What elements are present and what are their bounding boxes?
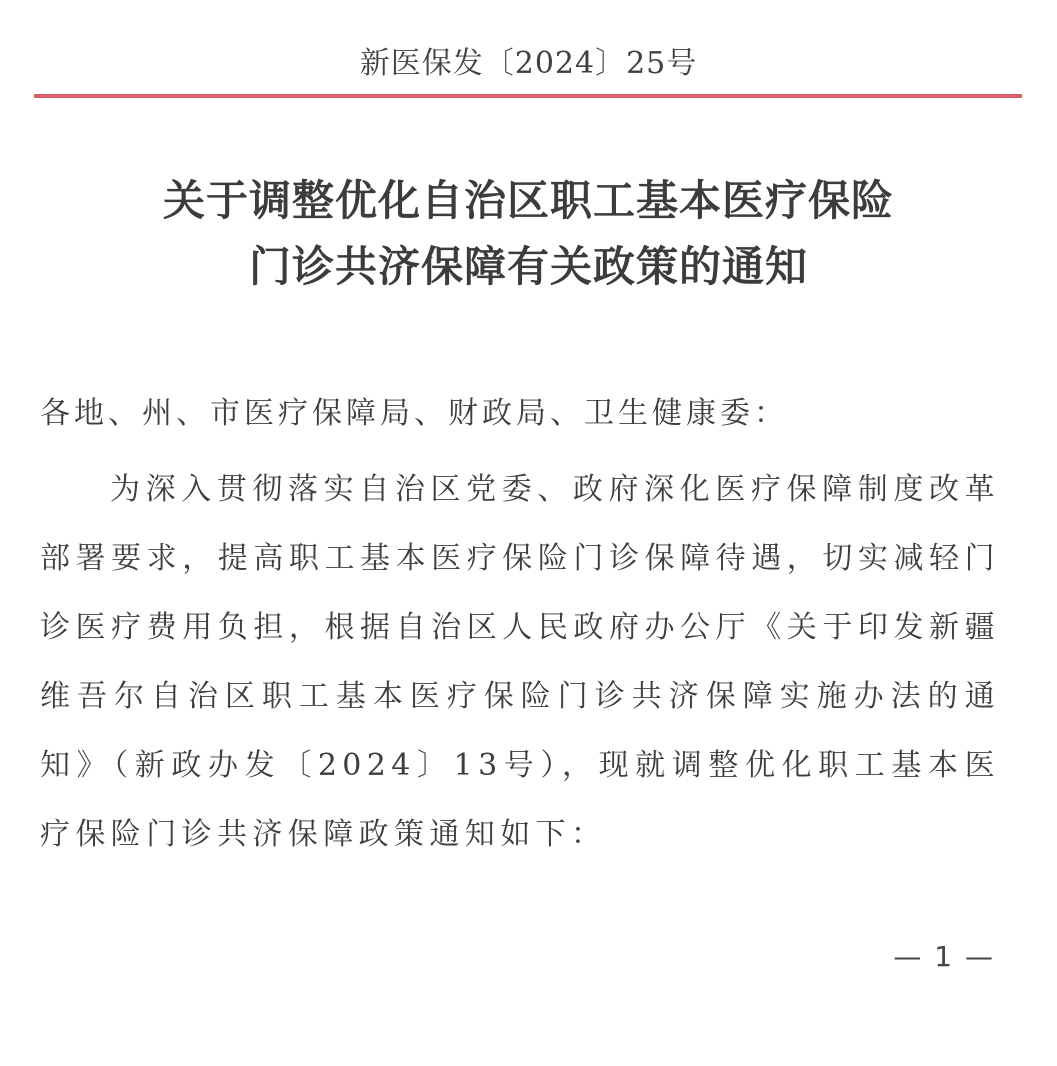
body-paragraph: 为深入贯彻落实自治区党委、政府深化医疗保障制度改革部署要求，提高职工基本医疗保险门诊保障待遇，切实减轻门诊医疗费用负担，根据自治区人民政府办公厅《关于印发新疆维吾尔自治区职工基本医疗保险门诊共济保障实施办法的通知》（新政办发〔2024〕13号），现就调整优化职工基本医疗保险门诊共济保障政策通知如下： [40,472,1000,852]
title-line-1: 关于调整优化自治区职工基本医疗保险 [162,176,894,225]
red-header-rule [34,94,1022,98]
document-title [0,168,1057,300]
page-number: — 1 — [893,940,995,973]
salutation: 各地、州、市医疗保障局、财政局、卫生健康委： [40,396,788,431]
document-number: 新医保发〔2024〕25号 [359,46,698,81]
title-line-2: 门诊共济保障有关政策的通知 [248,242,808,291]
